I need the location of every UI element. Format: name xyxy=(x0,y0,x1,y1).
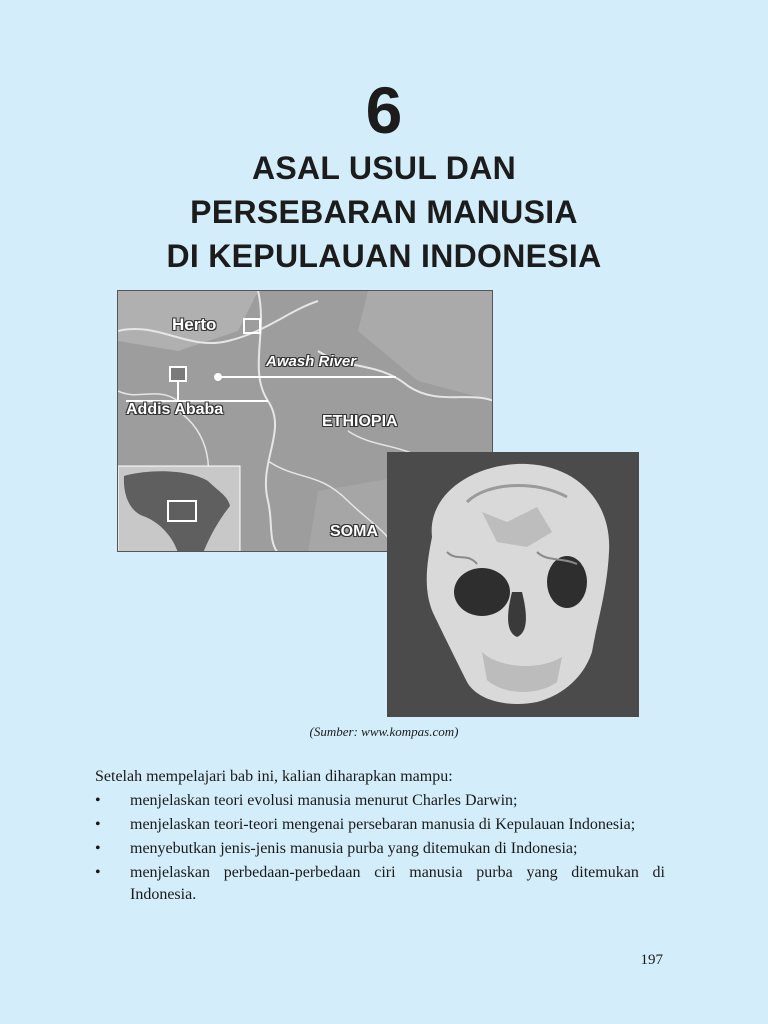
bullet-symbol: • xyxy=(95,864,101,881)
figure-caption: (Sumber: www.kompas.com) xyxy=(309,724,459,739)
chapter-title-line-2: PERSEBARAN MANUSIA xyxy=(190,194,578,230)
objectives-intro: Setelah mempelajari bab ini, kalian diharapkan mampu: xyxy=(95,768,453,785)
chapter-title-line-1: ASAL USUL DAN xyxy=(251,150,517,186)
bullet-symbol: • xyxy=(95,840,101,857)
objective-text: menjelaskan teori evolusi manusia menurut Charles Darwin; xyxy=(130,792,518,809)
list-item xyxy=(95,862,665,906)
page-number: 197 xyxy=(640,952,663,968)
chapter-title-line-3: DI KEPULAUAN INDONESIA xyxy=(166,238,602,274)
map-label-awash-river: Awash River xyxy=(266,353,357,370)
bullet-symbol: • xyxy=(95,816,101,833)
map-label-addis-ababa: Addis Ababa xyxy=(126,401,224,418)
chapter-number: 6 xyxy=(365,73,403,147)
list-item xyxy=(95,814,665,836)
objective-text: menyebutkan jenis-jenis manusia purba yang ditemukan di Indonesia; xyxy=(130,840,578,857)
map-label-ethiopia: ETHIOPIA xyxy=(322,413,398,430)
map-label-somalia: SOMA xyxy=(330,523,378,540)
bullet-symbol: • xyxy=(95,792,101,809)
skull-drawing xyxy=(387,452,639,717)
chapter-title xyxy=(0,146,768,278)
objective-text: menjelaskan perbedaan-perbedaan ciri manusia purba yang ditemukan di Indonesia. xyxy=(130,864,665,903)
objectives-list xyxy=(95,790,665,908)
skull-photo xyxy=(387,452,639,717)
objective-text: menjelaskan teori-teori mengenai persebaran manusia di Kepulauan Indonesia; xyxy=(130,816,636,833)
list-item xyxy=(95,790,665,812)
map-label-herto: Herto xyxy=(172,315,217,334)
list-item xyxy=(95,838,665,860)
